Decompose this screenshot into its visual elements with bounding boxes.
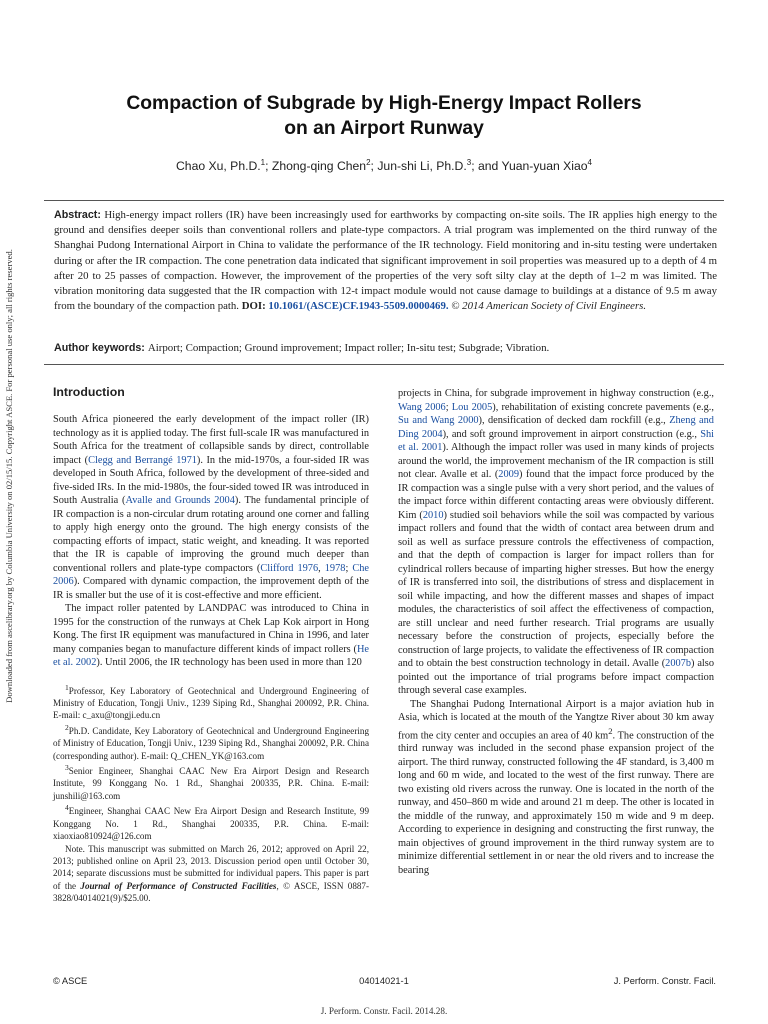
body-text: projects in China, for subgrade improvement in highway construction (e.g., xyxy=(398,388,714,399)
body-text: ) also pointed out the importance of trial programs before impact compaction through several case examples. xyxy=(398,658,714,696)
author-separator: ; xyxy=(370,159,378,174)
footnote-text: Ph.D. Candidate, Key Laboratory of Geotechnical and Underground Engineering of Ministry of Education, Tongji Univ., 1239 Siping Rd., Shanghai 200092, P.R. China (corresponding author). E-mail: Q_CHEN_YK@163.com xyxy=(53,725,369,761)
footnote-text: Professor, Key Laboratory of Geotechnical and Underground Engineering of Ministry of Education, Tongji Univ., 1239 Siping Rd., Shanghai 200092, P.R. China. E-mail: c_axu@tongji.edu.cn xyxy=(53,685,369,721)
abstract-top-rule xyxy=(44,200,724,201)
side-note-text: Downloaded from ascelibrary.org by Columbia University on 02/15/15. Copyright ASCE. For personal use only; all rights reserved. xyxy=(4,249,14,703)
footnote-4 xyxy=(53,802,369,842)
body-text: ) studied soil behaviors while the soil was compacted by various impact rollers and found that the width of contact area between drum and soil as well as surface pressure controls the effectiveness of compaction, and that the depth of compaction is larger for impact rollers than for cylindrical rollers because of imparting higher stresses. But how the energy of IR is transferred into soil, the distributions of stress and displacement in soil while impacting, and how the different masses and shapes of impact modules, the characteristics of soil affect the effectiveness of compaction, are still unclear and need further research. Trial programs are usually necessary before the construction of projects, especially before the construction of large projects, to validate the effectiveness of IR compaction and to obtain the best construction technology in detail. Avalle ( xyxy=(398,509,714,669)
footer-journal: J. Perform. Constr. Facil. xyxy=(613,976,716,986)
keywords-heading: Author keywords: xyxy=(54,342,145,354)
body-text: ). Until 2006, the IR technology has been used in more than 120 xyxy=(96,657,362,668)
citation-link[interactable]: Clegg and Berrangé 1971 xyxy=(88,454,197,466)
abstract xyxy=(54,208,717,314)
note-text: , © ASCE, ISSN 0887-3828/04014021(9)/$25.00. xyxy=(53,880,369,904)
paper-title xyxy=(50,91,718,141)
citation-link[interactable]: Clifford 1976 xyxy=(260,562,319,574)
citation-link[interactable]: Su and Wang 2000 xyxy=(398,415,479,426)
author-separator: ; xyxy=(265,159,272,174)
abstract-text: High-energy impact rollers (IR) have been increasingly used for earthworks by compacting on-site soils. The IR applies high energy to the ground and densifies deeper soils than conventional rollers and plate-type compactors. A trial program was implemented on the third runway of the Shanghai Pudong International Airport in China to validate the performance of the IR technology. Field monitoring and in-situ testing were undertaken during or after the IR compaction. The cone penetration data indicated that significant improvement in soil properties was measured up to a depth of 4 m after 20 to 25 passes of compaction. However, the improvement of the properties of the very soft silty clay at the depth of 1–2 m was limited. The vibration monitoring data suggested that the IR compaction with 12-t impact module would not cause damage to buildings at a distance of 9.5 m away from the boundary of the compaction path. xyxy=(54,209,718,313)
journal-name: Journal of Performance of Constructed Facilities xyxy=(80,880,277,891)
citation-link[interactable]: 2009 xyxy=(498,469,519,480)
body-text: ). The fundamental principle of IR compaction is a non-circular drum rotating around one corner and falling to apply high energy onto the ground. The high energy consists of the compacting efforts of impact, static weight, and kneading. It was reported that the IR is capable of improving the ground much deeper than conventional rollers and plate-type compactors ( xyxy=(53,495,370,574)
citation-link[interactable]: Avalle and Grounds 2004 xyxy=(125,495,235,506)
copyright-notice: © 2014 American Society of Civil Engineers. xyxy=(451,300,647,313)
introduction-heading: Introduction xyxy=(53,385,125,399)
body-text: ), densification of decked dam rockfill (e.g., xyxy=(478,415,670,426)
body-text: ), and soft ground improvement in airport construction (e.g., xyxy=(442,428,701,440)
footnote-marker: 3 xyxy=(65,763,69,772)
right-column xyxy=(398,387,714,877)
keywords-text: Airport; Compaction; Ground improvement; Impact roller; In-situ test; Subgrade; Vibration. xyxy=(147,342,550,354)
submission-note xyxy=(53,843,369,905)
note-text: Note. This manuscript was submitted on March 26, 2012; approved on April 22, 2013; published online on April 23, 2013. Discussion period open until October 30, 2014; separate discussions must be submitted for individual papers. This paper is part of the xyxy=(53,843,369,891)
author-list xyxy=(40,158,728,173)
doi-label: DOI: xyxy=(241,300,266,313)
intro-paragraph-1 xyxy=(53,413,369,602)
body-paragraph-2 xyxy=(398,698,714,878)
author-3: Jun-shi Li, Ph.D. xyxy=(377,159,467,174)
title-line-1: Compaction of Subgrade by High-Energy Impact Rollers xyxy=(126,93,642,114)
author-2: Zhong-qing Chen xyxy=(271,159,367,174)
body-text: , xyxy=(318,562,325,574)
abstract-heading: Abstract: xyxy=(54,209,101,221)
keywords-bottom-rule xyxy=(44,364,724,365)
citation-link[interactable]: 2007b xyxy=(665,658,692,669)
title-line-2: on an Airport Runway xyxy=(284,118,484,139)
body-text: The Shanghai Pudong International Airport is a major aviation hub in Asia, which is located at the mouth of the Yangtze River about 30 km away from the city center and occupies an area of 40 km xyxy=(398,698,714,741)
doi-link[interactable]: 10.1061/(ASCE)CF.1943-5509.0000469. xyxy=(268,300,449,313)
footnote-text: Senior Engineer, Shanghai CAAC New Era Airport Design and Research Institute, 99 Konggang No. 1 Rd., Shanghai 200335, P.R. China. E-mail: junshili@163.com xyxy=(53,766,369,801)
left-column xyxy=(53,384,369,905)
citation-link[interactable]: Che 2006 xyxy=(53,562,369,587)
body-text: South Africa pioneered the early development of the impact roller (IR) technology as it is applied today. The first full-scale IR was manufactured in South Africa for the treatment of collapsible sands by direct, controllable impact ( xyxy=(53,414,369,466)
footnotes xyxy=(53,682,369,905)
body-text: . The construction of the third runway was included in the second phase expansion project of the airport. The third runway, constructed following the 4F standard, is 3,400 m long and 60 m wide, and located to the west of the first runway. There are two existing old rivers across the runway. One is located in the north of the runway, and 450–860 m wide and around 21 m deep. The other is located in the middle of the runway, and approximately 150 m wide and 9 m deep. According to experience in designing and constructing the first runway, the main objectives of ground improvement in the third runway system are to minimize differential settlement in or near the old rivers and to increase the bearing xyxy=(398,729,714,876)
citation-link[interactable]: Shi et al. 2001 xyxy=(398,428,714,453)
intro-paragraph-2 xyxy=(53,602,369,670)
citation-link[interactable]: Lou 2005 xyxy=(451,401,493,413)
footnote-1 xyxy=(53,682,369,722)
footnote-3 xyxy=(53,762,369,802)
author-keywords xyxy=(54,342,717,354)
superscript: 2 xyxy=(608,725,613,736)
body-text: ; xyxy=(345,562,353,574)
footnote-2 xyxy=(53,722,369,762)
footer-article-number: 04014021-1 xyxy=(359,976,409,986)
footnote-text: Engineer, Shanghai CAAC New Era Airport Design and Research Institute, 99 Konggang No. 1 Rd., Shanghai 200335, P.R. China. E-mail: xiaoxiao810924@126.com xyxy=(53,806,369,842)
author-4-affil: 4 xyxy=(587,158,592,167)
author-1: Chao Xu, Ph.D. xyxy=(175,159,261,174)
citation-link[interactable]: He et al. 2002 xyxy=(53,643,369,668)
body-text: ). Compared with dynamic compaction, the improvement depth of the IR is smaller but the use of it is cost-effective and more efficient. xyxy=(53,576,369,601)
body-text: ). Although the impact roller was used in many kinds of projects around the world, the improvement mechanism of the IR compaction is still not clear. Avalle et al. ( xyxy=(398,442,714,480)
body-paragraph-1 xyxy=(398,387,714,698)
author-2-affil: 2 xyxy=(366,158,371,167)
body-text: ) found that the impact force produced by the IR compaction was a single pulse with a very short period, and the values of the impact force within different contacting areas were obviously different. Kim ( xyxy=(398,469,714,521)
author-separator: ; and xyxy=(471,159,502,174)
page-footer: J. Perform. Constr. Facil. 2014.28. xyxy=(320,1006,448,1016)
download-side-note xyxy=(2,236,16,716)
author-1-affil: 1 xyxy=(260,158,266,167)
footnote-marker: 2 xyxy=(65,722,69,732)
citation-link[interactable]: 2010 xyxy=(422,509,444,521)
body-text: ), rehabilitation of existing concrete pavements (e.g., xyxy=(492,401,714,413)
citation-link[interactable]: Wang 2006 xyxy=(398,401,446,413)
body-text: ; xyxy=(445,401,452,413)
footnote-marker: 1 xyxy=(65,682,69,692)
footnote-marker: 4 xyxy=(65,803,69,813)
author-3-affil: 3 xyxy=(466,158,472,167)
author-4: Yuan-yuan Xiao xyxy=(501,159,588,174)
body-text: ). In the mid-1970s, a four-sided IR was developed in South Africa, followed by the development of three-sided and five-sided IRs. In the mid-1980s, the four-sided towed IR was introduced in South Australia ( xyxy=(53,454,369,506)
citation-link[interactable]: 1978 xyxy=(324,562,346,574)
body-text: The impact roller patented by LANDPAC was introduced to China in 1995 for the construction of the runways at Chek Lap Kok airport in Hong Kong. The first IR equipment was manufactured in China in 1996, and later many companies began to manufacture different kinds of impact rollers ( xyxy=(53,603,369,655)
citation-link[interactable]: Zheng and Ding 2004 xyxy=(398,415,714,440)
footer-publisher: © ASCE xyxy=(53,976,88,986)
